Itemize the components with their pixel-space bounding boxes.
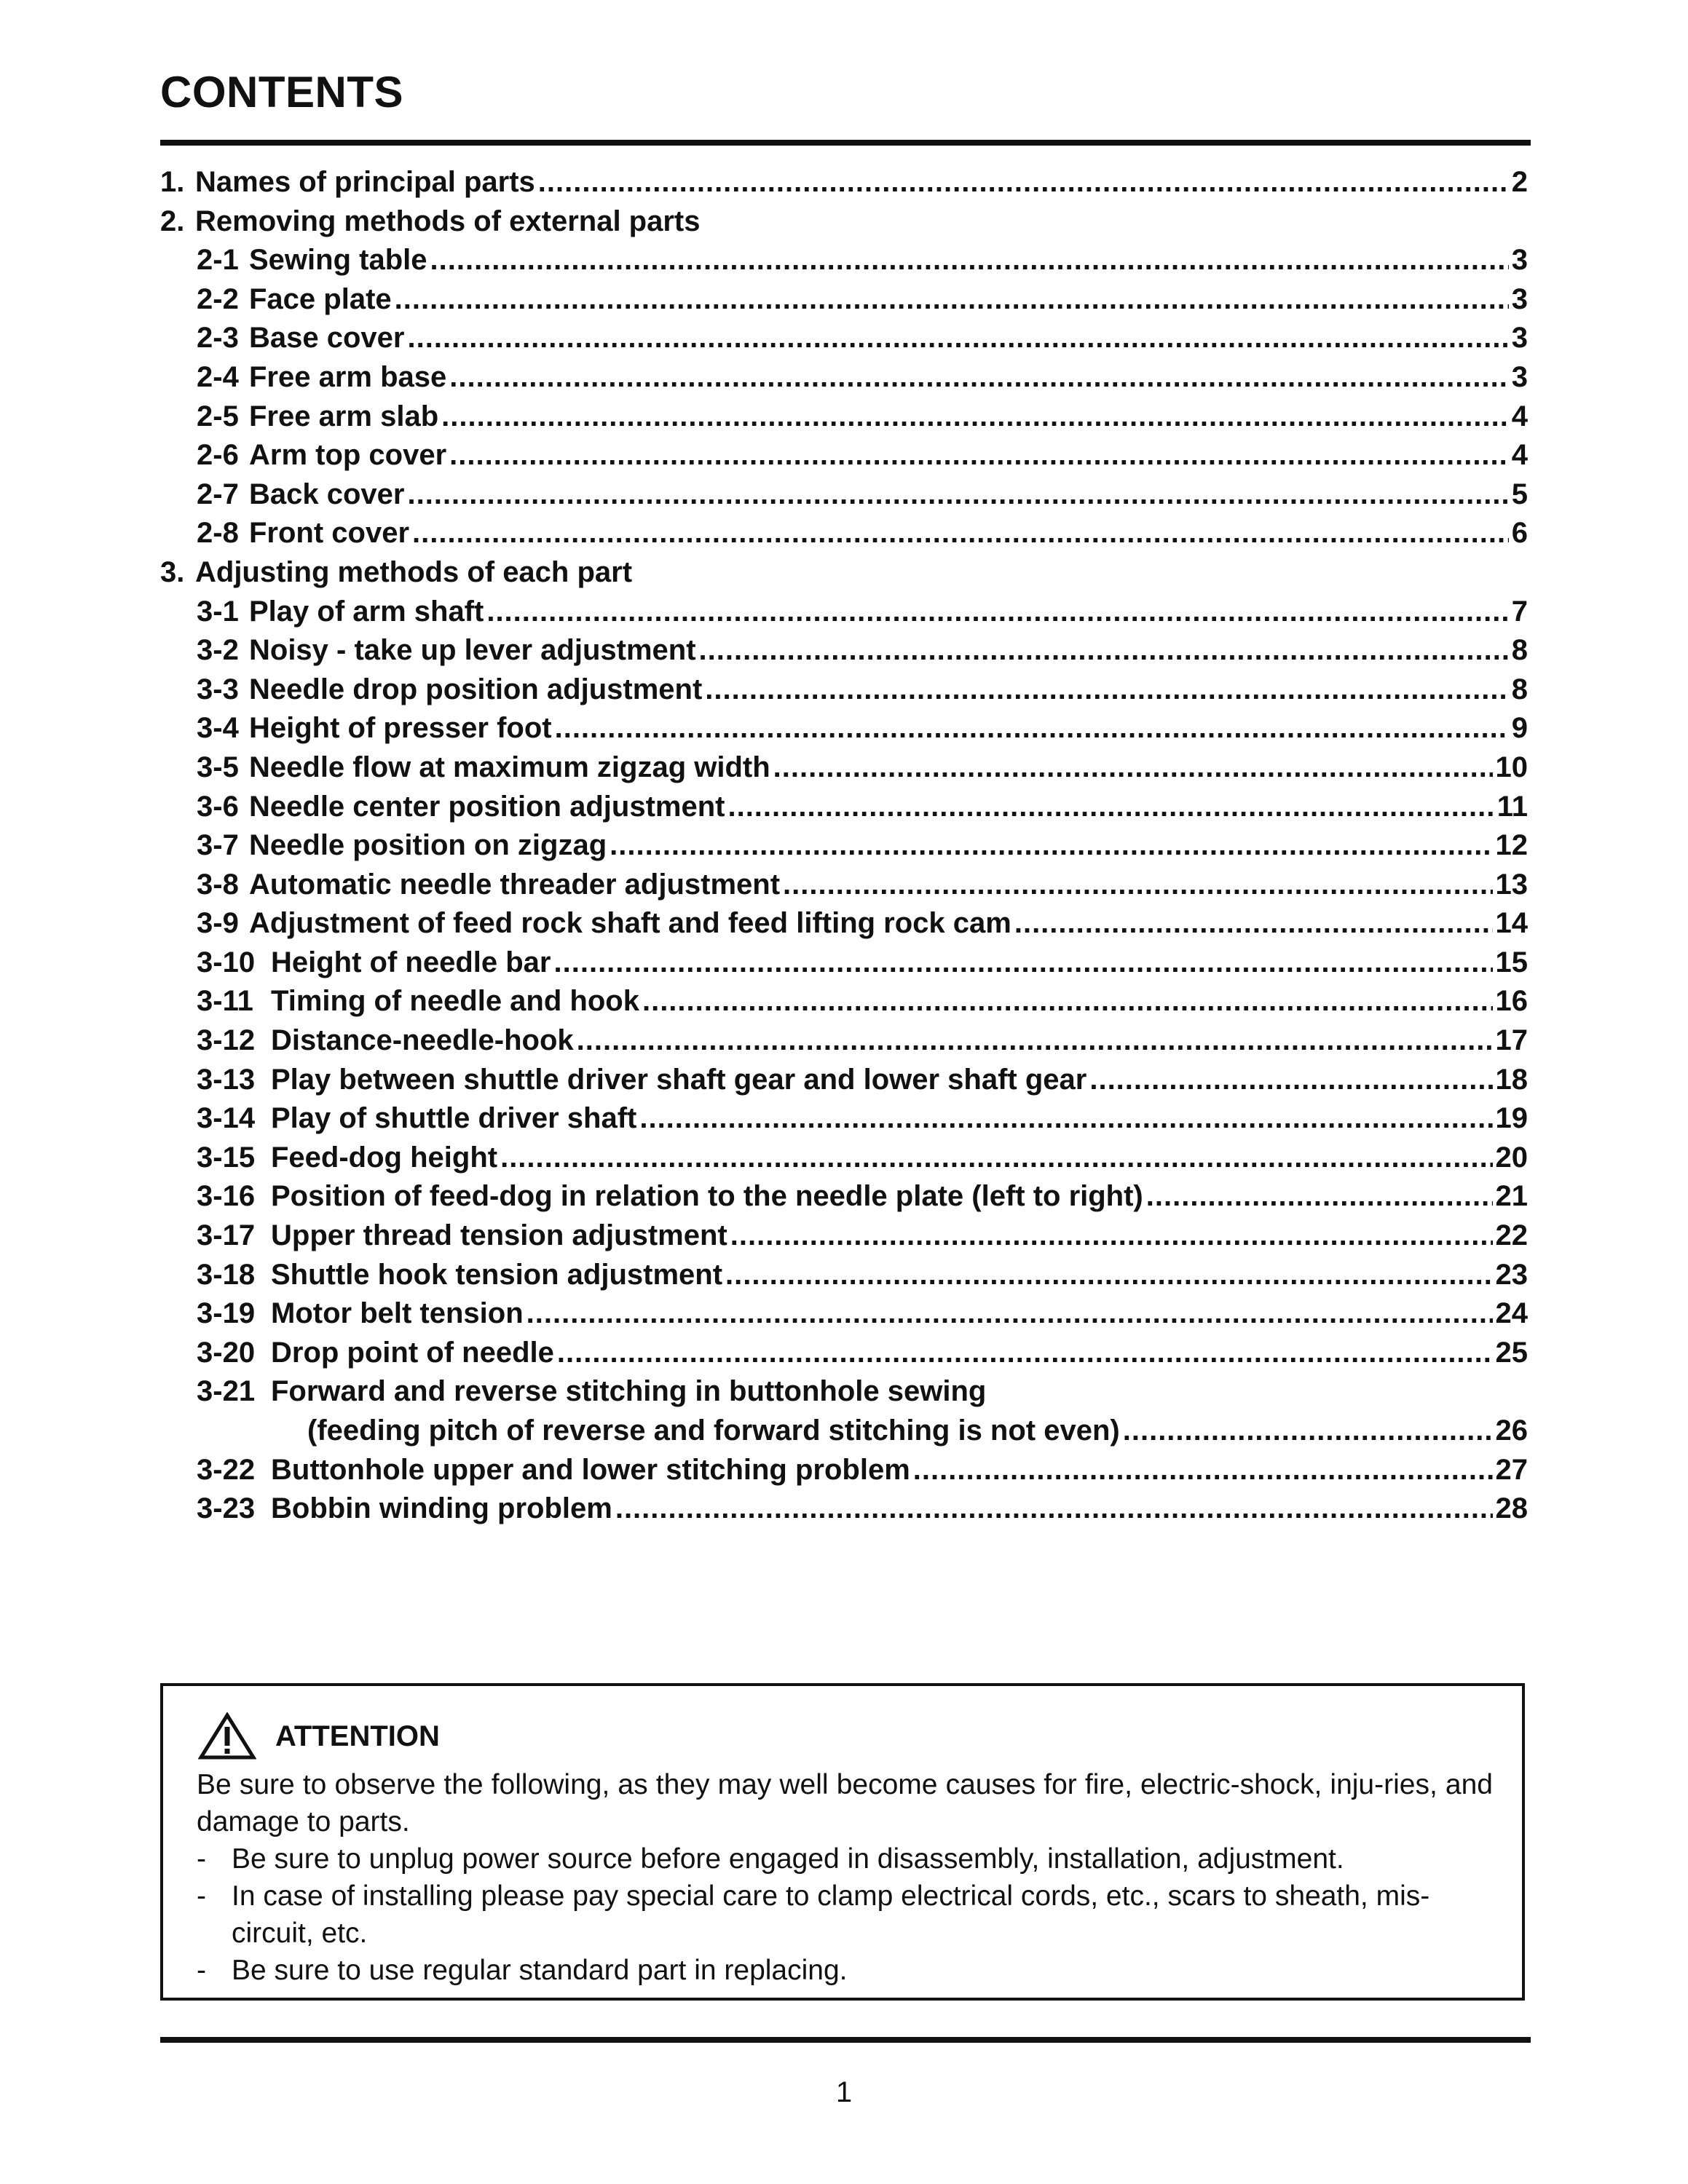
- toc-entry-title: Free arm base: [249, 360, 447, 393]
- toc-entry-title: Face plate: [249, 282, 392, 315]
- toc-entry-number: 2-3: [197, 322, 239, 355]
- top-divider: [160, 140, 1531, 146]
- dot-leader: [538, 166, 1509, 199]
- toc-entry-page: 27: [1495, 1453, 1528, 1486]
- toc-entry: [160, 244, 1528, 283]
- toc-entry: [160, 1180, 1528, 1219]
- toc-entry-title: Automatic needle threader adjustment: [249, 868, 781, 901]
- toc-entry: [160, 1375, 1528, 1415]
- toc-entry-title: Needle center position adjustment: [249, 790, 725, 823]
- toc-entry-page: 28: [1495, 1492, 1528, 1525]
- toc-entry-number: 2-6: [197, 439, 239, 472]
- dot-leader: [557, 1337, 1493, 1369]
- dot-leader: [727, 791, 1494, 823]
- table-of-contents: [160, 166, 1528, 1532]
- dot-leader: [1014, 907, 1493, 940]
- attention-box: [160, 1683, 1525, 2001]
- toc-entry-title: Needle position on zigzag: [249, 829, 607, 862]
- toc-entry-title: (feeding pitch of reverse and forward stitching is not even): [307, 1415, 1120, 1447]
- toc-entry-page: 20: [1495, 1141, 1528, 1174]
- dot-leader: [610, 829, 1492, 862]
- attention-header: [198, 1712, 440, 1760]
- toc-entry-title: Height of presser foot: [249, 712, 552, 745]
- toc-entry: [160, 400, 1528, 440]
- toc-entry-page: 25: [1495, 1336, 1528, 1369]
- toc-entry: [160, 1064, 1528, 1103]
- warning-triangle-icon: [198, 1712, 256, 1760]
- page-number: 1: [835, 2076, 853, 2108]
- toc-entry-number: 3-2: [197, 634, 239, 667]
- toc-entry-page: 3: [1511, 244, 1528, 277]
- bottom-divider: [160, 2037, 1531, 2043]
- dot-leader: [486, 596, 1508, 628]
- dot-leader: [412, 517, 1509, 550]
- toc-entry-title: Play of shuttle driver shaft: [271, 1102, 637, 1135]
- toc-entry-title: Back cover: [249, 478, 405, 510]
- attention-title: ATTENTION: [275, 1720, 440, 1752]
- toc-entry-page: 3: [1511, 282, 1528, 315]
- toc-entry-title: Free arm slab: [249, 400, 439, 432]
- toc-entry: [160, 596, 1528, 635]
- toc-entry-page: 8: [1511, 634, 1528, 667]
- toc-entry-title: Needle drop position adjustment: [249, 673, 703, 705]
- toc-entry-title: Sewing table: [249, 244, 427, 277]
- toc-entry-number: 2-1: [197, 244, 239, 277]
- toc-entry-number: 3-9: [197, 907, 239, 940]
- toc-entry-title: Adjustment of feed rock shaft and feed lifting rock cam: [249, 907, 1011, 940]
- toc-entry-number: 3-8: [197, 868, 239, 901]
- toc-entry-title: Feed-dog height: [271, 1141, 498, 1174]
- toc-entry-page: 19: [1495, 1102, 1528, 1135]
- toc-entry-number: 2-2: [197, 282, 239, 315]
- toc-entry-title: Names of principal parts: [195, 166, 535, 198]
- bullet-dash: -: [197, 1955, 206, 1986]
- toc-entry-page: 23: [1495, 1258, 1528, 1291]
- toc-entry-number: 3-3: [197, 673, 239, 705]
- toc-entry-number: 3-6: [197, 790, 239, 823]
- toc-entry: [160, 166, 1528, 205]
- toc-entry: [160, 439, 1528, 478]
- toc-entry-title: Front cover: [249, 517, 410, 550]
- toc-entry: [160, 634, 1528, 673]
- toc-entry: [160, 556, 1528, 596]
- toc-entry-page: 3: [1511, 360, 1528, 393]
- toc-entry-page: 22: [1495, 1219, 1528, 1252]
- toc-entry-number: 3-12: [197, 1024, 256, 1057]
- toc-entry-number: 3-15: [197, 1141, 256, 1174]
- toc-entry-title: Removing methods of external parts: [195, 205, 701, 237]
- toc-entry-page: 13: [1495, 868, 1528, 901]
- toc-entry-page: 18: [1495, 1063, 1528, 1096]
- toc-entry-page: 6: [1511, 517, 1528, 550]
- toc-entry: [160, 712, 1528, 751]
- toc-entry-title: Height of needle bar: [271, 946, 551, 978]
- toc-entry-title: Timing of needle and hook: [271, 985, 639, 1018]
- toc-entry-number: 2-5: [197, 400, 239, 432]
- toc-entry: [160, 1142, 1528, 1181]
- toc-entry-title: Forward and reverse stitching in buttonhole sewing: [271, 1375, 987, 1408]
- attention-bullet: [197, 1952, 1493, 1989]
- toc-entry-number: 2.: [160, 205, 185, 237]
- dot-leader: [699, 634, 1509, 667]
- toc-entry-number: 2-8: [197, 517, 239, 550]
- toc-entry-number: 3-7: [197, 829, 239, 862]
- toc-entry-page: 14: [1495, 907, 1528, 940]
- toc-entry-title: Upper thread tension adjustment: [271, 1219, 727, 1252]
- bullet-text: In case of installing please pay special care to clamp electrical cords, etc., scars to sheath, mis-circuit, etc.: [232, 1880, 1430, 1949]
- bullet-dash: -: [197, 1880, 206, 1912]
- attention-body: [197, 1766, 1493, 1989]
- toc-entry-title: Needle flow at maximum zigzag width: [249, 751, 770, 783]
- toc-entry: [160, 361, 1528, 400]
- toc-entry: [160, 283, 1528, 323]
- dot-leader: [500, 1142, 1492, 1174]
- dot-leader: [1123, 1415, 1493, 1447]
- dot-leader: [407, 478, 1508, 511]
- toc-entry-page: 12: [1495, 829, 1528, 862]
- toc-entry: [160, 1102, 1528, 1142]
- toc-entry-title: Arm top cover: [249, 439, 447, 472]
- toc-entry-title: Drop point of needle: [271, 1336, 554, 1369]
- toc-entry: [160, 946, 1528, 986]
- toc-entry: [160, 1492, 1528, 1532]
- toc-entry-page: 5: [1511, 478, 1528, 510]
- toc-entry: [160, 322, 1528, 361]
- toc-entry: [160, 673, 1528, 713]
- dot-leader: [395, 283, 1509, 316]
- toc-entry-number: 2-7: [197, 478, 239, 510]
- toc-entry-page: 10: [1495, 751, 1528, 783]
- toc-entry: [160, 1219, 1528, 1259]
- dot-leader: [913, 1454, 1493, 1487]
- toc-entry-number: 3-11: [197, 985, 253, 1018]
- dot-leader: [430, 244, 1509, 277]
- toc-entry-number: 1.: [160, 166, 185, 198]
- toc-entry: [160, 1337, 1528, 1376]
- toc-entry-number: 3-19: [197, 1297, 256, 1330]
- dot-leader: [773, 751, 1493, 784]
- toc-entry: [160, 791, 1528, 830]
- dot-leader: [577, 1024, 1493, 1057]
- toc-entry: [160, 1454, 1528, 1493]
- toc-entry-number: 3-5: [197, 751, 239, 783]
- dot-leader: [1146, 1180, 1493, 1213]
- dot-leader: [730, 1219, 1493, 1252]
- toc-entry: [160, 1297, 1528, 1337]
- toc-entry-title: Shuttle hook tension adjustment: [271, 1258, 723, 1291]
- bullet-dash: -: [197, 1843, 206, 1875]
- dot-leader: [407, 322, 1508, 355]
- toc-entry-page: 4: [1511, 439, 1528, 472]
- dot-leader: [526, 1297, 1493, 1330]
- toc-entry-number: 3-4: [197, 712, 239, 745]
- dot-leader: [783, 869, 1492, 901]
- toc-entry: [160, 1024, 1528, 1064]
- dot-leader: [725, 1259, 1492, 1291]
- toc-entry-page: 8: [1511, 673, 1528, 705]
- toc-entry-title: Play between shuttle driver shaft gear and lower shaft gear: [271, 1063, 1087, 1096]
- toc-entry-title: Buttonhole upper and lower stitching problem: [271, 1453, 910, 1486]
- toc-entry-number: 3-16: [197, 1180, 256, 1213]
- toc-entry-number: 3-22: [197, 1453, 256, 1486]
- toc-entry: [160, 1415, 1528, 1454]
- toc-entry-page: 9: [1511, 712, 1528, 745]
- toc-entry: [160, 1259, 1528, 1298]
- toc-entry-number: 3-10: [197, 946, 256, 978]
- toc-entry-page: 11: [1496, 790, 1528, 823]
- toc-entry-number: 2-4: [197, 360, 239, 393]
- toc-entry-page: 7: [1511, 595, 1528, 628]
- toc-entry-number: 3-18: [197, 1258, 256, 1291]
- dot-leader: [449, 439, 1509, 472]
- attention-bullet: [197, 1840, 1493, 1878]
- toc-entry-title: Noisy - take up lever adjustment: [249, 634, 696, 667]
- toc-entry-number: 3-17: [197, 1219, 256, 1252]
- toc-entry-title: Position of feed-dog in relation to the needle plate (left to right): [271, 1180, 1143, 1213]
- toc-entry-title: Adjusting methods of each part: [195, 555, 633, 588]
- toc-entry-number: 3-20: [197, 1336, 256, 1369]
- attention-bullet: [197, 1878, 1493, 1952]
- dot-leader: [615, 1492, 1493, 1525]
- toc-entry: [160, 985, 1528, 1024]
- toc-entry-title: Bobbin winding problem: [271, 1492, 612, 1525]
- toc-entry-page: 2: [1511, 166, 1528, 198]
- attention-intro: Be sure to observe the following, as they may well become causes for fire, electric-shock, inju-ries, and damage to parts.: [197, 1769, 1493, 1837]
- toc-entry-number: 3.: [160, 555, 185, 588]
- dot-leader: [449, 361, 1508, 394]
- toc-entry-title: Base cover: [249, 322, 405, 355]
- toc-entry-number: 3-1: [197, 595, 239, 628]
- toc-entry-page: 3: [1511, 322, 1528, 355]
- toc-entry-page: 15: [1495, 946, 1528, 978]
- toc-entry-number: 3-23: [197, 1492, 256, 1525]
- dot-leader: [1089, 1064, 1492, 1096]
- toc-entry-number: 3-13: [197, 1063, 256, 1096]
- dot-leader: [642, 985, 1493, 1018]
- toc-entry-title: Distance-needle-hook: [271, 1024, 574, 1057]
- dot-leader: [639, 1102, 1492, 1135]
- toc-entry: [160, 478, 1528, 518]
- toc-entry-page: 21: [1495, 1180, 1528, 1213]
- toc-entry: [160, 751, 1528, 791]
- toc-entry: [160, 869, 1528, 908]
- toc-entry: [160, 829, 1528, 869]
- toc-entry-page: 24: [1495, 1297, 1528, 1330]
- bullet-text: Be sure to unplug power source before engaged in disassembly, installation, adjustment.: [232, 1843, 1344, 1875]
- toc-entry-number: 3-14: [197, 1102, 256, 1135]
- dot-leader: [705, 673, 1508, 706]
- toc-entry-title: Play of arm shaft: [249, 595, 484, 628]
- toc-entry: [160, 205, 1528, 245]
- toc-entry-number: 3-21: [197, 1375, 256, 1408]
- toc-entry: [160, 907, 1528, 946]
- bullet-text: Be sure to use regular standard part in replacing.: [232, 1955, 848, 1986]
- dot-leader: [554, 946, 1493, 979]
- toc-entry-page: 16: [1495, 985, 1528, 1018]
- page-title: CONTENTS: [160, 68, 403, 116]
- toc-entry-page: 17: [1495, 1024, 1528, 1057]
- dot-leader: [441, 400, 1509, 433]
- dot-leader: [555, 712, 1509, 745]
- toc-entry-page: 4: [1511, 400, 1528, 432]
- toc-entry: [160, 517, 1528, 556]
- toc-entry-page: 26: [1495, 1415, 1528, 1447]
- toc-entry-title: Motor belt tension: [271, 1297, 524, 1330]
